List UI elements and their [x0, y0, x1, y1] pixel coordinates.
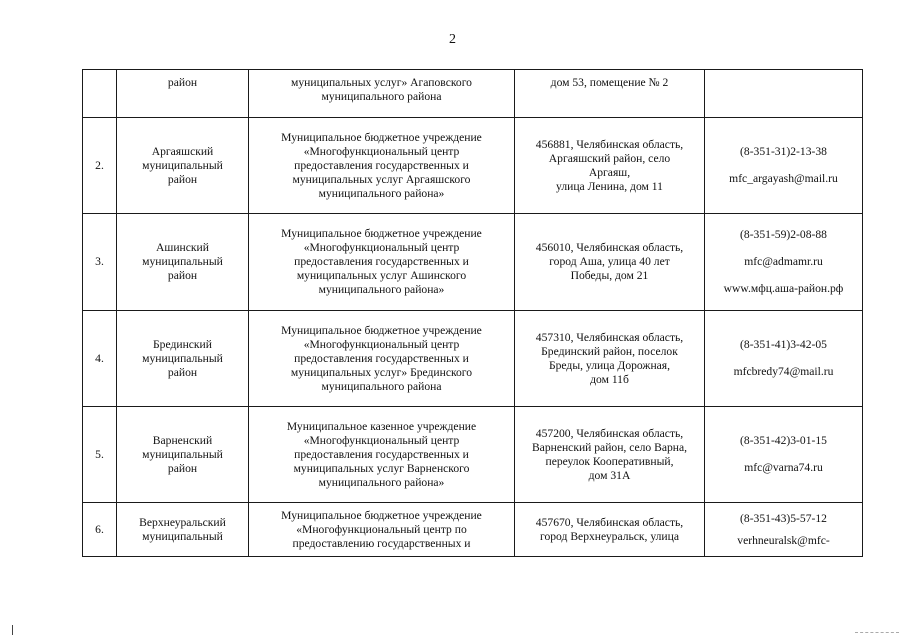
table-row	[83, 311, 863, 407]
page-number: 2	[449, 32, 456, 47]
district-cell: Брединский муниципальный район	[117, 311, 249, 407]
address-cell: 456881, Челябинская область, Аргаяшский район, село Аргаяш, улица Ленина, дом 11	[515, 118, 705, 214]
row-number-cell: 3.	[83, 214, 117, 311]
institution-cell: муниципальных услуг» Агаповского муниципального района	[249, 70, 515, 118]
contacts-cell	[705, 311, 863, 407]
phone-number: (8-351-59)2-08-88	[740, 228, 827, 241]
table-row	[83, 118, 863, 214]
email-link[interactable]: mfc@admamr.ru	[744, 255, 823, 268]
institution-cell: Муниципальное бюджетное учреждение «Многофункциональный центр предоставления государственных и муниципальных услуг Аргаяшского муниципального района»	[249, 118, 515, 214]
email-link[interactable]: mfcbredy74@mail.ru	[733, 365, 834, 378]
address-cell: 457310, Челябинская область, Брединский район, поселок Бреды, улица Дорожная, дом 11б	[515, 311, 705, 407]
district-cell: Верхнеуральский муниципальный	[117, 503, 249, 557]
district-cell: район	[117, 70, 249, 118]
row-number-cell	[83, 70, 117, 118]
website-link[interactable]: www.мфц.аша-район.рф	[723, 282, 844, 295]
scan-edge-mark	[12, 625, 13, 635]
table-row	[83, 407, 863, 503]
table-row	[83, 503, 863, 557]
mfc-directory-table	[82, 69, 863, 557]
contacts-cell	[705, 407, 863, 503]
address-cell: дом 53, помещение № 2	[515, 70, 705, 118]
contacts-cell	[705, 118, 863, 214]
district-cell: Варненский муниципальный район	[117, 407, 249, 503]
row-number-cell: 5.	[83, 407, 117, 503]
email-link[interactable]: mfc_argayash@mail.ru	[729, 172, 838, 185]
contacts-cell	[705, 70, 863, 118]
phone-number: (8-351-31)2-13-38	[740, 145, 827, 158]
email-link[interactable]: mfc@varna74.ru	[744, 461, 823, 474]
row-number-cell: 6.	[83, 503, 117, 557]
district-cell: Аргаяшский муниципальный район	[117, 118, 249, 214]
phone-number: (8-351-42)3-01-15	[740, 434, 827, 447]
row-number-cell: 4.	[83, 311, 117, 407]
phone-number: (8-351-43)5-57-12	[740, 511, 827, 525]
table-row	[83, 214, 863, 311]
scan-corner-mark	[855, 632, 899, 638]
contacts-cell	[705, 503, 863, 557]
district-cell: Ашинский муниципальный район	[117, 214, 249, 311]
address-cell: 457670, Челябинская область, город Верхнеуральск, улица	[515, 503, 705, 557]
institution-cell: Муниципальное бюджетное учреждение «Многофункциональный центр предоставления государственных и муниципальных услуг» Брединского муниципального района	[249, 311, 515, 407]
institution-cell: Муниципальное бюджетное учреждение «Многофункциональный центр предоставления государственных и муниципальных услуг Ашинского муниципального района»	[249, 214, 515, 311]
address-cell: 456010, Челябинская область, город Аша, улица 40 лет Победы, дом 21	[515, 214, 705, 311]
row-number-cell: 2.	[83, 118, 117, 214]
email-link[interactable]: verhneuralsk@mfc-	[737, 533, 830, 547]
institution-cell: Муниципальное бюджетное учреждение «Многофункциональный центр по предоставлению государственных и	[249, 503, 515, 557]
institution-cell: Муниципальное казенное учреждение «Многофункциональный центр предоставления государственных и муниципальных услуг Варненского муниципального района»	[249, 407, 515, 503]
table-row	[83, 70, 863, 118]
phone-number: (8-351-41)3-42-05	[740, 338, 827, 351]
address-cell: 457200, Челябинская область, Варненский район, село Варна, переулок Кооперативный, дом 31А	[515, 407, 705, 503]
contacts-cell	[705, 214, 863, 311]
